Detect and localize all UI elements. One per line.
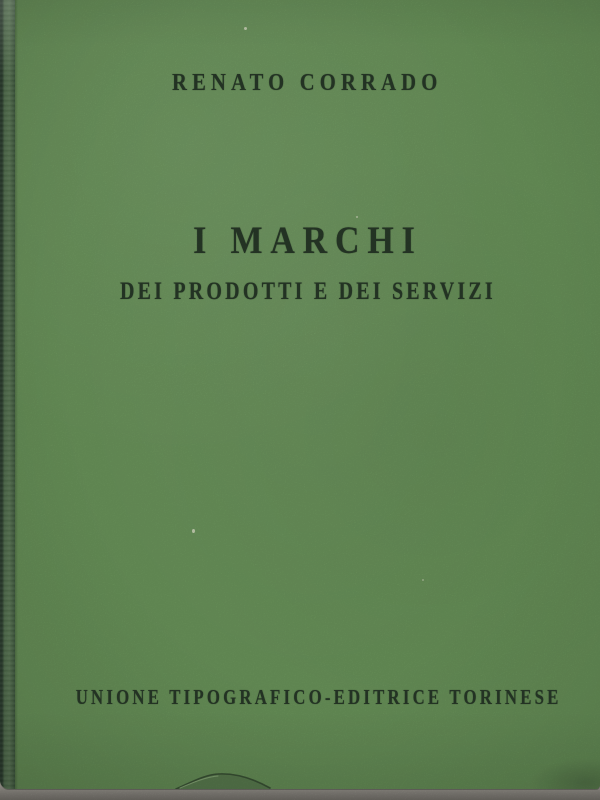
publisher-name <box>15 687 600 708</box>
author-name <box>15 71 600 95</box>
book-subtitle <box>15 279 600 304</box>
spine-hinge-groove <box>15 0 18 789</box>
paper-speck <box>192 529 195 533</box>
paper-speck <box>422 579 424 581</box>
paper-speck <box>356 216 358 218</box>
cover-dent-crease <box>170 769 280 789</box>
author-name-text: RENATO CORRADO <box>172 70 443 96</box>
book-title <box>15 221 600 260</box>
book-spine-cloth <box>0 0 15 789</box>
book-title-text: I MARCHI <box>192 219 423 262</box>
corner-wear-smudge <box>530 758 600 789</box>
publisher-name-text: UNIONE TIPOGRAFICO-EDITRICE TORINESE <box>75 685 562 709</box>
book-subtitle-text: DEI PRODOTTI E DEI SERVIZI <box>119 278 496 305</box>
paper-speck <box>244 27 247 30</box>
